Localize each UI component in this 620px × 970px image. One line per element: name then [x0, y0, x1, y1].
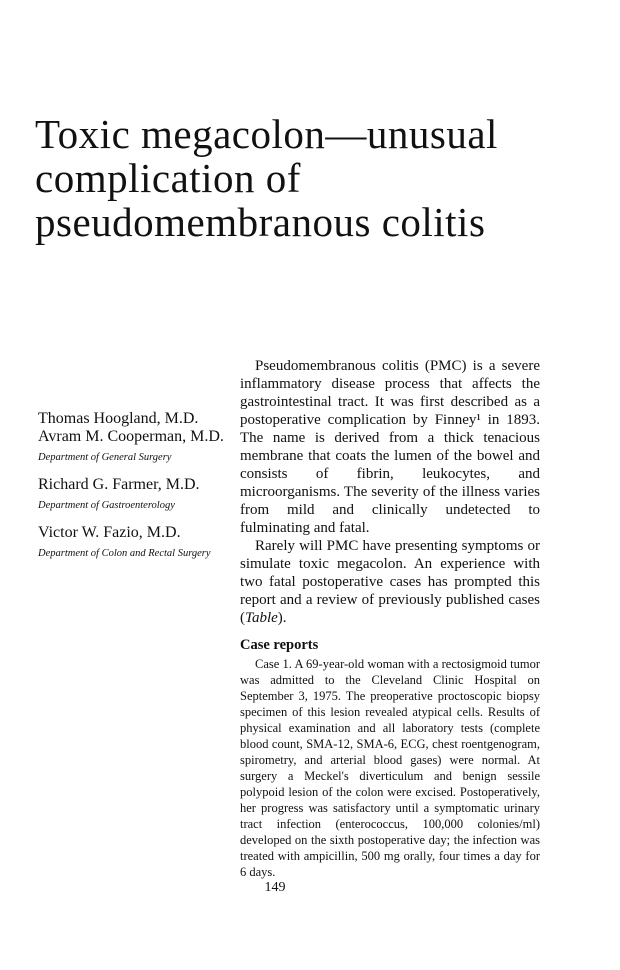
- author-name: Richard G. Farmer, M.D.: [38, 476, 200, 493]
- author-name: Thomas Hoogland, M.D.: [38, 410, 199, 427]
- intro-text-end: ).: [277, 610, 287, 626]
- page-number: 149: [264, 880, 286, 895]
- author-department: Department of General Surgery: [38, 452, 172, 463]
- author-department: Department of Colon and Rectal Surgery: [38, 548, 211, 559]
- case-paragraph: [240, 656, 540, 880]
- author-department: Department of Gastroenterology: [38, 500, 175, 511]
- article-title: [35, 112, 595, 244]
- intro-paragraph: Pseudomembranous colitis (PMC) is a severe inflammatory disease process that affects the gastrointestinal tract. It was first described as a postoperative complication by Finney¹ in 1893. The name is derived from a thick tenacious membrane that coats the lumen of the bowel and consists of fibrin, leukocytes, and microorganisms. The severity of the illness varies from mild and clinically undetected to fulminating and fatal.: [240, 358, 540, 536]
- author-name: Avram M. Cooperman, M.D.: [38, 428, 224, 445]
- article-body: [240, 357, 540, 880]
- table-reference: Table: [245, 610, 278, 626]
- title-line: pseudomembranous colitis: [35, 199, 486, 245]
- intro-paragraph: [240, 537, 540, 627]
- author-name: Victor W. Fazio, M.D.: [38, 524, 181, 541]
- section-heading: Case reports: [240, 637, 319, 653]
- title-line: complication of: [35, 155, 301, 201]
- intro-text: Rarely will PMC have presenting symptoms or simulate toxic megacolon. An experience with two fatal postoperative cases has prompted this report and a review of previously published cases (: [240, 538, 540, 626]
- case-label: Case 1.: [255, 657, 292, 671]
- author-list: [38, 410, 228, 572]
- title-line: Toxic megacolon—unusual: [35, 111, 498, 157]
- case-text: A 69-year-old woman with a rectosigmoid tumor was admitted to the Cleveland Clinic Hospital on September 3, 1975. The preoperative proctoscopic biopsy specimen of this lesion revealed atypical cells. Results of physical examination and all laboratory tests (complete blood count, SMA-12, SMA-6, ECG, chest roentgenogram, spirometry, and arterial blood gases) were normal. At surgery a Meckel's diverticulum and benign sessile polypoid lesion of the colon were excised. Postoperatively, her progress was satisfactory until a symptomatic urinary tract infection (enterococcus, 100,000 colonies/ml) developed on the sixth postoperative day; the infection was treated with ampicillin, 500 mg orally, four times a day for 6 days.: [240, 657, 541, 879]
